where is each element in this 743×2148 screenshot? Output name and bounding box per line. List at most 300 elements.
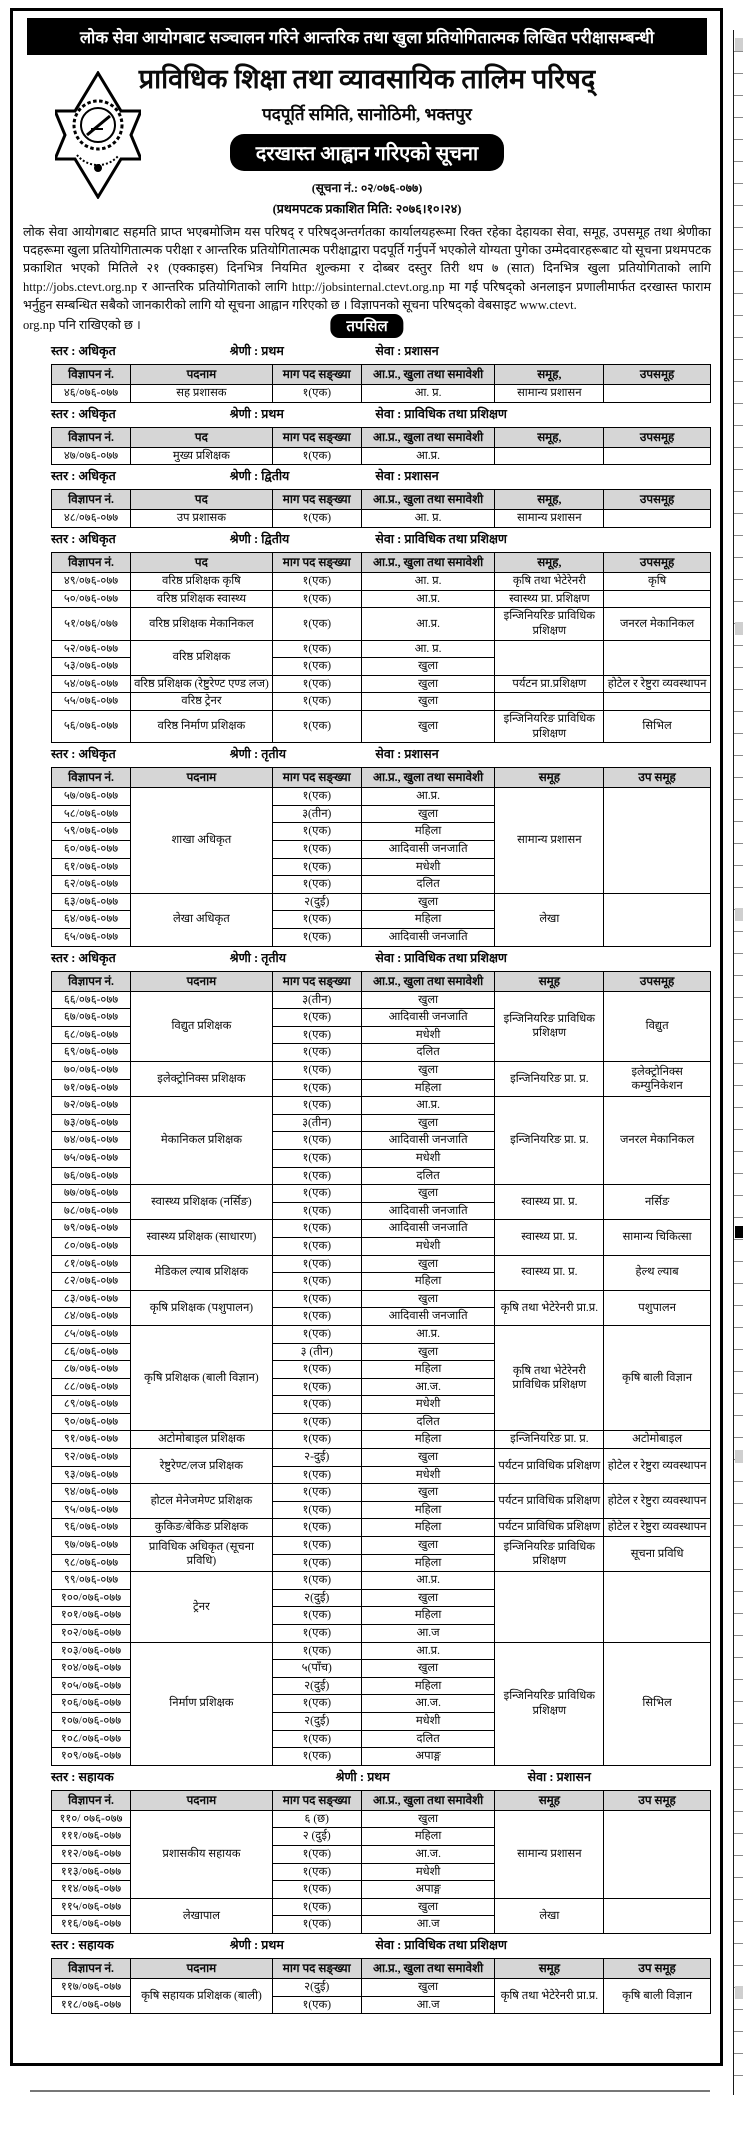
subgroup-cell: नर्सिङ [604,1185,711,1220]
ad-no-cell: ५४/०७६-०७७ [52,675,131,693]
group-cell [495,1572,604,1642]
subgroup-cell: होटेल र रेष्टुरा व्यवस्थापन [604,1449,711,1484]
ad-no-cell: ६८/०७६-०७७ [52,1026,131,1044]
section-label-row [51,530,713,551]
count-cell: ३ (तीन) [272,1343,361,1361]
subgroup-cell [604,693,711,711]
class-label: श्रेणी : द्वितीय [229,469,290,484]
adjacent-cell-fragment [735,622,743,635]
column-header: उप समूह [604,1790,711,1810]
count-cell: १(एक) [272,1290,361,1308]
ad-no-cell: ७४/०७६-०७७ [52,1132,131,1150]
count-cell: १(एक) [272,1413,361,1431]
ad-no-cell: ४९/०७६-०७७ [52,573,131,591]
group-cell: स्वास्थ्य प्रा. प्र. [495,1255,604,1290]
ad-no-cell: ७७/०७६-०७७ [52,1185,131,1203]
table-row [52,675,711,693]
ad-no-cell: १०३/०७६-०७७ [52,1642,131,1660]
ad-no-cell: ७३/०७६-०७७ [52,1114,131,1132]
ad-no-cell: ७१/०७६-०७७ [52,1079,131,1097]
count-cell: १(एक) [272,447,361,465]
post-cell: मेडिकल ल्याब प्रशिक्षक [131,1255,273,1290]
ad-no-cell: ८४/०७६-०७७ [52,1308,131,1326]
group-cell: पर्यटन प्राविधिक प्रशिक्षण [495,1484,604,1519]
count-cell: ३(तीन) [272,1114,361,1132]
table-header-row [52,365,711,385]
count-cell: १(एक) [272,1308,361,1326]
count-cell: १(एक) [272,590,361,608]
count-cell: १(एक) [272,1026,361,1044]
subgroup-cell [604,1898,711,1933]
column-header: माग पद सङ्ख्या [272,553,361,573]
column-header: समूह, [495,365,604,385]
count-cell: १(एक) [272,876,361,894]
category-cell: आ.प्र. [361,788,495,806]
count-cell: १(एक) [272,608,361,640]
column-header: उपसमूह [604,427,711,447]
top-banner: लोक सेवा आयोगबाट सञ्चालन गरिने आन्तरिक तथा खुला प्रतियोगितात्मक लिखित परीक्षासम्बन्धी [27,18,707,55]
group-cell [495,693,604,711]
subgroup-cell: जनरल मेकानिकल [604,1097,711,1185]
ad-no-cell: ९९/०७६-०७७ [52,1572,131,1590]
count-cell: १(एक) [272,1881,361,1899]
column-header: उपसमूह [604,553,711,573]
table-row [52,710,711,742]
table-row [52,1642,711,1660]
ad-no-cell: ९३/०७६-०७७ [52,1466,131,1484]
ad-no-cell: ५१/०७६/०७७ [52,608,131,640]
subgroup-cell: कृषि [604,573,711,591]
subgroup-cell: इलेक्ट्रोनिक्स कम्युनिकेशन [604,1062,711,1097]
category-cell: आ.ज [361,1625,495,1643]
count-cell: १(एक) [272,1996,361,2014]
ad-no-cell: ४६/०७६-०७७ [52,385,131,403]
column-header: उप समूह [604,768,711,788]
post-cell: उप प्रशासक [131,510,273,528]
count-cell: १(एक) [272,1325,361,1343]
ad-no-cell: ११५/०७६-०७७ [52,1898,131,1916]
category-cell: आ.प्र. [361,1325,495,1343]
class-label: श्रेणी : प्रथम [229,344,284,359]
category-cell: खुला [361,1290,495,1308]
category-cell: आ. प्र. [361,573,495,591]
ad-no-cell: ११६/०७६-०७७ [52,1916,131,1934]
vacancy-table [51,364,711,403]
notice-number: (सूचना नं.: ०२/०७६-०७७) [311,181,423,195]
count-cell: २-दुई) [272,1449,361,1467]
post-cell: वरिष्ठ प्रशिक्षक [131,640,273,675]
group-cell: इन्जिनियरिङ प्राविधिक प्रशिक्षण [495,1642,604,1765]
column-header: विज्ञापन नं. [52,490,131,510]
subgroup-cell [604,788,711,894]
class-label: श्रेणी : प्रथम [229,406,284,421]
column-header: समूह [495,971,604,991]
subgroup-cell [604,893,711,946]
category-cell: खुला [361,1449,495,1467]
ctevt-logo-icon [55,71,141,199]
table-row [52,1097,711,1115]
group-cell: लेखा [495,893,604,946]
adjacent-cell-fragment [735,908,743,921]
category-cell: दलित [361,1730,495,1748]
ad-no-cell: ७०/०७६-०७७ [52,1062,131,1080]
category-cell: आदिवासी जनजाति [361,1220,495,1238]
class-label: श्रेणी : प्रथम [229,1938,284,1953]
category-cell: महिला [361,1519,495,1537]
column-header: आ.प्र., खुला तथा समावेशी [361,1959,495,1979]
count-cell: १(एक) [272,1132,361,1150]
group-cell: पर्यटन प्रा.प्रशिक्षण [495,675,604,693]
service-label: सेवा : प्राविधिक तथा प्रशिक्षण [375,950,507,965]
class-label: श्रेणी : प्रथम [335,1769,390,1784]
ad-no-cell: ५७/०७६-०७७ [52,788,131,806]
group-cell: पर्यटन प्राविधिक प्रशिक्षण [495,1519,604,1537]
column-header: पदनाम [131,365,273,385]
count-cell: २(दुई) [272,1979,361,1997]
ad-no-cell: ६९/०७६-०७७ [52,1044,131,1062]
table-header-row [52,768,711,788]
tapasil-badge: तपसिल [330,314,403,338]
category-cell: खुला [361,1343,495,1361]
category-cell: महिला [361,1554,495,1572]
table-row [52,991,711,1009]
category-cell: मधेशी [361,858,495,876]
table-header-row [52,1790,711,1810]
vacancy-sections [21,342,713,2014]
service-label: सेवा : प्रशासन [527,1769,591,1784]
category-cell: खुला [361,675,495,693]
table-row [52,1898,711,1916]
count-cell: १(एक) [272,1062,361,1080]
category-cell: महिला [361,1501,495,1519]
post-cell: वरिष्ठ निर्माण प्रशिक्षक [131,710,273,742]
count-cell: ३(तीन) [272,805,361,823]
adjacent-cell-fragment [735,38,743,51]
category-cell: महिला [361,1431,495,1449]
column-header: माग पद सङ्ख्या [272,1790,361,1810]
category-cell: खुला [361,1185,495,1203]
subgroup-cell: होटेल र रेष्टुरा व्यवस्थापन [604,675,711,693]
ad-no-cell: ८९/०७६-०७७ [52,1396,131,1414]
ad-no-cell: १०९/०७६-०७७ [52,1748,131,1766]
post-cell: प्राविधिक अधिकृत (सूचना प्रविधि) [131,1537,273,1572]
table-header-row [52,971,711,991]
count-cell: १(एक) [272,911,361,929]
count-cell: १(एक) [272,1378,361,1396]
count-cell: १(एक) [272,1273,361,1291]
table-row [52,1572,711,1590]
column-header: आ.प्र., खुला तथा समावेशी [361,490,495,510]
post-cell: वरिष्ठ प्रशिक्षक (रेष्टुरेण्ट एण्ड लज) [131,675,273,693]
category-cell: महिला [361,1677,495,1695]
count-cell: ३(तीन) [272,991,361,1009]
ad-no-cell: ५३/०७६-०७७ [52,658,131,676]
group-cell: इन्जिनियरिङ प्राविधिक प्रशिक्षण [495,1537,604,1572]
table-header-row [52,1959,711,1979]
table-row [52,1220,711,1238]
table-row [52,1979,711,1997]
column-header: उपसमूह [604,365,711,385]
count-cell: १(एक) [272,928,361,946]
count-cell: १(एक) [272,1748,361,1766]
subgroup-cell: सूचना प्रविधि [604,1537,711,1572]
category-cell: मधेशी [361,1712,495,1730]
post-cell: कृषि प्रशिक्षक (बाली विज्ञान) [131,1325,273,1431]
service-label: सेवा : प्राविधिक तथा प्रशिक्षण [375,532,507,547]
category-cell: खुला [361,710,495,742]
column-header: उपसमूह [604,490,711,510]
ad-no-cell: ९२/०७६-०७७ [52,1449,131,1467]
count-cell: ५(पाँच) [272,1660,361,1678]
subgroup-cell [604,1572,711,1642]
post-cell: निर्माण प्रशिक्षक [131,1642,273,1765]
count-cell: १(एक) [272,1237,361,1255]
published-date: (प्रथमपटक प्रकाशित मिति: २०७६।१०।२४) [272,202,462,216]
count-cell: १(एक) [272,1863,361,1881]
ad-no-cell: १०६/०७६-०७७ [52,1695,131,1713]
group-cell: स्वास्थ्य प्रा. प्र. [495,1220,604,1255]
column-header: पद [131,553,273,573]
column-header: माग पद सङ्ख्या [272,768,361,788]
column-header: आ.प्र., खुला तथा समावेशी [361,971,495,991]
count-cell: १(एक) [272,1501,361,1519]
group-cell: इन्जिनियरिङ प्रा. प्र. [495,1431,604,1449]
subgroup-cell: पशुपालन [604,1290,711,1325]
category-cell: आ.ज [361,1996,495,2014]
column-header: उप समूह [604,1959,711,1979]
count-cell: १(एक) [272,1554,361,1572]
category-cell: महिला [361,1607,495,1625]
intro-tail-row [23,314,711,340]
category-cell: आदिवासी जनजाति [361,928,495,946]
vacancy-table [51,767,711,946]
category-cell: खुला [361,991,495,1009]
section-label-row [51,467,713,488]
category-cell: खुला [361,1537,495,1555]
ad-no-cell: १००/०७६-०७७ [52,1589,131,1607]
count-cell: १(एक) [272,1185,361,1203]
ad-no-cell: ११७/०७६-०७७ [52,1979,131,1997]
category-cell: अपाङ्ग [361,1881,495,1899]
post-cell: कुकिङ/बेकिङ प्रशिक्षक [131,1519,273,1537]
ad-no-cell: ६४/०७६-०७७ [52,911,131,929]
ad-no-cell: ६३/०७६-०७७ [52,893,131,911]
subgroup-cell [604,447,711,465]
category-cell: महिला [361,1361,495,1379]
count-cell: १(एक) [272,385,361,403]
ad-no-cell: १०१/०७६-०७७ [52,1607,131,1625]
ad-no-cell: ११३/०७६-०७७ [52,1863,131,1881]
post-cell: ट्रेनर [131,1572,273,1642]
column-header: माग पद सङ्ख्या [272,365,361,385]
section-label-row [51,1768,713,1789]
column-header: समूह, [495,427,604,447]
table-row [52,1255,711,1273]
column-header: समूह, [495,553,604,573]
category-cell: आ.प्र. [361,1642,495,1660]
level-label: स्तर : सहायक [51,1769,114,1784]
column-header: पदनाम [131,768,273,788]
table-row [52,1810,711,1828]
count-cell: १(एक) [272,1846,361,1864]
count-cell: २(दुई) [272,1677,361,1695]
count-cell: १(एक) [272,1537,361,1555]
count-cell: १(एक) [272,1220,361,1238]
category-cell: खुला [361,893,495,911]
adjacent-cell-fragment [735,1450,743,1463]
section-label-row [51,405,713,426]
column-header: आ.प्र., खुला तथा समावेशी [361,768,495,788]
service-label: सेवा : प्रशासन [375,469,439,484]
post-cell: लेखा अधिकृत [131,893,273,946]
category-cell: खुला [361,1810,495,1828]
category-cell: मधेशी [361,1396,495,1414]
post-cell: होटल मेनेजमेण्ट प्रशिक्षक [131,1484,273,1519]
ad-no-cell: ५६/०७६-०७७ [52,710,131,742]
count-cell: १(एक) [272,1625,361,1643]
column-header: माग पद सङ्ख्या [272,971,361,991]
count-cell: २(दुई) [272,1712,361,1730]
ad-no-cell: ८०/०७६-०७७ [52,1237,131,1255]
column-header: पद [131,427,273,447]
column-header: विज्ञापन नं. [52,553,131,573]
count-cell: १(एक) [272,1730,361,1748]
column-header: विज्ञापन नं. [52,768,131,788]
group-cell: सामान्य प्रशासन [495,510,604,528]
subgroup-cell: सामान्य चिकित्सा [604,1220,711,1255]
subgroup-cell [604,510,711,528]
category-cell: खुला [361,1979,495,1997]
ad-no-cell: ११०/ ०७६-०७७ [52,1810,131,1828]
ad-no-cell: १०८/०७६-०७७ [52,1730,131,1748]
table-row [52,1290,711,1308]
category-cell: दलित [361,1413,495,1431]
ad-no-cell: ८२/०७६-०७७ [52,1273,131,1291]
count-cell: १(एक) [272,788,361,806]
subgroup-cell [604,640,711,675]
ad-no-cell: ६०/०७६-०७७ [52,840,131,858]
ad-no-cell: १०४/०७६-०७७ [52,1660,131,1678]
group-cell: कृषि तथा भेटेरेनरी [495,573,604,591]
category-cell: खुला [361,805,495,823]
column-header: उपसमूह [604,971,711,991]
post-cell: कृषि प्रशिक्षक (पशुपालन) [131,1290,273,1325]
post-cell: लेखापाल [131,1898,273,1933]
category-cell: मधेशी [361,1863,495,1881]
count-cell: १(एक) [272,1484,361,1502]
category-cell: आ. प्र. [361,510,495,528]
category-cell: आ.प्र. [361,590,495,608]
service-label: सेवा : प्रशासन [375,747,439,762]
group-cell: स्वास्थ्य प्रा. प्र. [495,1185,604,1220]
category-cell: खुला [361,1255,495,1273]
column-header: समूह [495,768,604,788]
table-row [52,447,711,465]
category-cell: आ.प्र. [361,608,495,640]
table-header-row [52,427,711,447]
group-cell: कृषि तथा भेटेरेनरी प्राविधिक प्रशिक्षण [495,1325,604,1431]
group-cell: इन्जिनियरिङ प्रा. प्र. [495,1062,604,1097]
count-cell: १(एक) [272,1044,361,1062]
post-cell: कृषि सहायक प्रशिक्षक (बाली) [131,1979,273,2014]
table-row [52,1519,711,1537]
count-cell: १(एक) [272,1572,361,1590]
intro-paragraph: लोक सेवा आयोगबाट सहमति प्राप्त भएबमोजिम यस परिषद् र परिषद्अन्तर्गतका कार्यालयहरूमा रिक्त रहेका देहायका सेवा, समूह, उपसमूह तथा श्रेणीका पदहरूमा खुला प्रतियोगितात्मक परीक्षा र आन्तरिक प्रतियोगितात्मक परीक्षाद्वारा पदपूर्ति गर्नुपर्ने भएकोले योग्यता पुगेका उम्मेदवारहरूबाट यो सूचना प्रथमपटक प्रकाशित भएको मितिले २१ (एक्काइस) दिनभित्र नियमित शुल्कमा र दोब्बर दस्तुर तिरी थप ७ (सात) दिनभित्र खुला प्रतियोगिताको लागि http://jobs.ctevt.org.np र आन्तरिक प्रतियोगिताको लागि http://jobsinternal.ctevt.org.np मा गई परिषद्को अनलाइन प्रणालीमार्फत दरखास्त फाराम भर्नुहुन सम्बन्धित सबैको जानकारीको लागि यो सूचना आह्वान गरिएको छ । विज्ञापनको सूचना परिषद्को वेबसाइट www.ctevt. [23,225,711,312]
subgroup-cell: विद्युत [604,991,711,1061]
column-header: विज्ञापन नं. [52,1790,131,1810]
column-header: विज्ञापन नं. [52,1959,131,1979]
category-cell: दलित [361,876,495,894]
ad-no-cell: ६६/०७६-०७७ [52,991,131,1009]
ad-no-cell: ४७/०७६-०७७ [52,447,131,465]
table-row [52,788,711,806]
ad-no-cell: ८८/०७६-०७७ [52,1378,131,1396]
category-cell: महिला [361,1273,495,1291]
level-label: स्तर : अधिकृत [51,747,116,762]
column-header: समूह [495,1790,604,1810]
post-cell: प्रशासकीय सहायक [131,1810,273,1898]
table-row [52,385,711,403]
class-label: श्रेणी : द्वितीय [229,532,290,547]
post-cell: वरिष्ठ प्रशिक्षक कृषि [131,573,273,591]
column-header: माग पद सङ्ख्या [272,1959,361,1979]
post-cell: वरिष्ठ प्रशिक्षक मेकानिकल [131,608,273,640]
column-header: पद [131,490,273,510]
table-header-row [52,553,711,573]
subgroup-cell: होटेल र रेष्टुरा व्यवस्थापन [604,1519,711,1537]
subgroup-cell: अटोमोबाइल [604,1431,711,1449]
column-header: पदनाम [131,1790,273,1810]
count-cell: १(एक) [272,1695,361,1713]
notice-title-badge: दरखास्त आह्वान गरिएको सूचना [230,134,504,171]
table-row [52,1484,711,1502]
count-cell: १(एक) [272,1167,361,1185]
category-cell: आदिवासी जनजाति [361,1132,495,1150]
category-cell: महिला [361,911,495,929]
category-cell: आ. प्र. [361,385,495,403]
count-cell: १(एक) [272,840,361,858]
category-cell: आ.ज. [361,1378,495,1396]
category-cell: आ.ज. [361,1846,495,1864]
notice-page-frame [10,8,723,2066]
post-cell: अटोमोबाइल प्रशिक्षक [131,1431,273,1449]
ad-no-cell: ९६/०७६-०७७ [52,1519,131,1537]
count-cell: २(दुई) [272,1589,361,1607]
vacancy-table [51,971,711,1766]
ad-no-cell: ५२/०७६-०७७ [52,640,131,658]
ad-no-cell: ११४/०७६-०७७ [52,1881,131,1899]
table-row [52,510,711,528]
post-cell: मुख्य प्रशिक्षक [131,447,273,465]
subgroup-cell: होटेल र रेष्टुरा व्यवस्थापन [604,1484,711,1519]
class-label: श्रेणी : तृतीय [229,747,287,762]
column-header: माग पद सङ्ख्या [272,490,361,510]
post-cell: सह प्रशासक [131,385,273,403]
category-cell: मधेशी [361,1466,495,1484]
column-header: पदनाम [131,971,273,991]
ad-no-cell: ६७/०७६-०७७ [52,1009,131,1027]
count-cell: १(एक) [272,1519,361,1537]
ad-no-cell: ८३/०७६-०७७ [52,1290,131,1308]
subgroup-cell: कृषि बाली विज्ञान [604,1325,711,1431]
count-cell: १(एक) [272,1097,361,1115]
adjacent-cell-fragment [735,1986,743,1999]
count-cell: २ (दुई) [272,1828,361,1846]
category-cell: खुला [361,1660,495,1678]
count-cell: १(एक) [272,693,361,711]
group-cell: इन्जिनियरिङ प्राविधिक प्रशिक्षण [495,710,604,742]
column-header: समूह, [495,490,604,510]
